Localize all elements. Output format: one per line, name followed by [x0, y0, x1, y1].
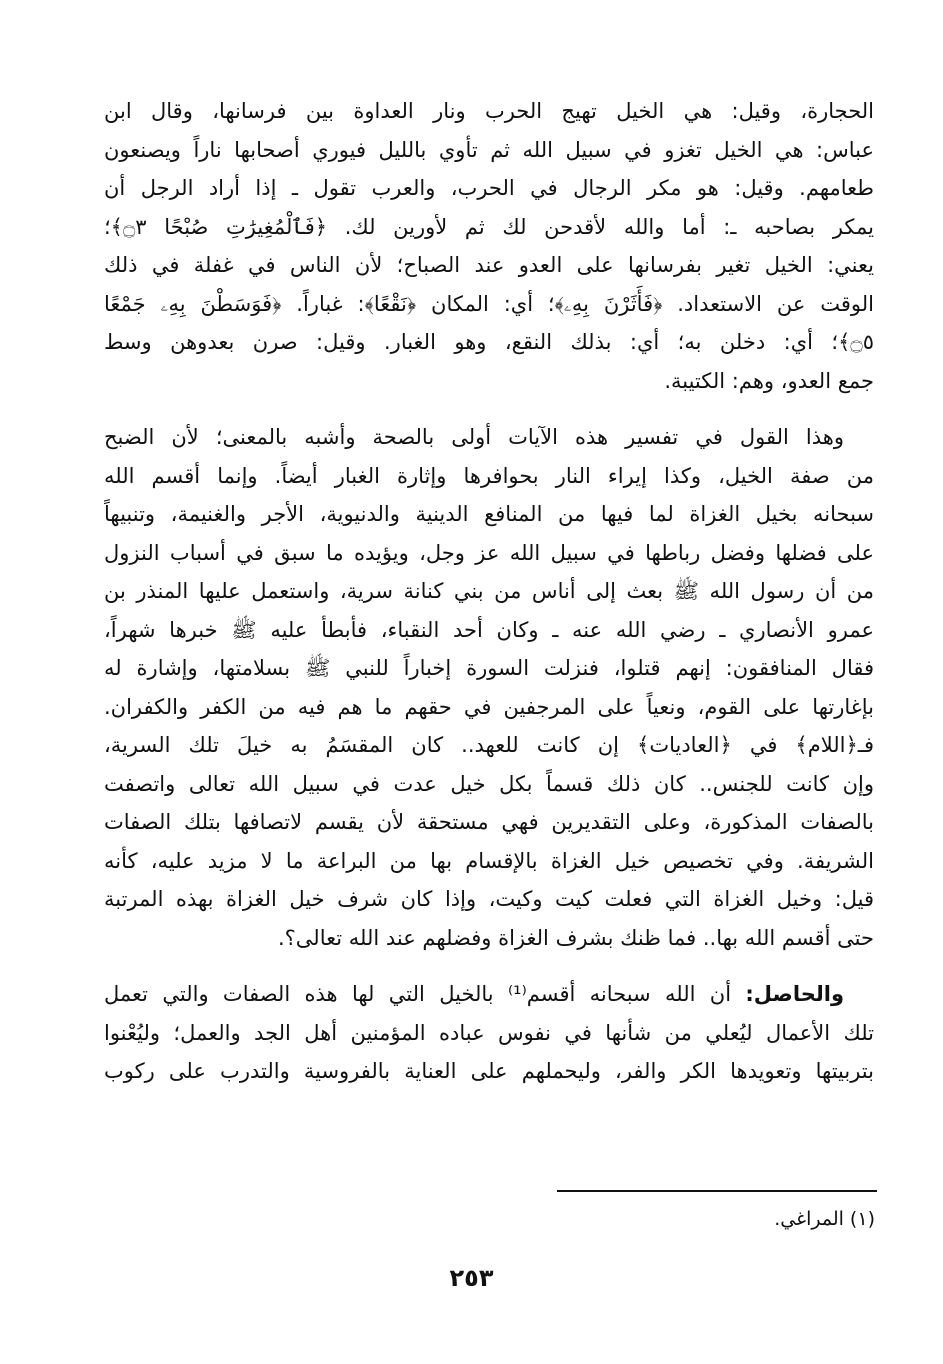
text-line: من أن رسول الله ﷺ بعث إلى أناس من بني كنانة سرية، واستعمل عليها المنذر بن [104, 579, 874, 603]
lead-rest: أن الله سبحانه أقسم⁽¹⁾ بالخيل التي لها هذه الصفات والتي تعمل [104, 982, 746, 1006]
text-line: عباس: هي الخيل تغزو في سبيل الله ثم تأوي بالليل فيوري أصحابها ناراً ويصنعون [104, 137, 874, 162]
text-line: من صفة الخيل، وكذا إيراء النار بحوافرها وإثارة الغبار أيضاً. وإنما أقسم الله [104, 463, 874, 488]
text-line: سبحانه بخيل الغزاة لما فيها من المنافع الدينية والدنيوية، الأجر والغنيمة، وتنبيهاً [104, 502, 874, 526]
text-line [104, 975, 874, 1014]
text-line: حتى أقسم الله بها.. فما ظنك بشرف الغزاة وفضلهم عند الله تعالى؟. [277, 925, 874, 950]
text-line: يعني: الخيل تغير بفرسانها على العدو عند الصباح؛ لأن الناس في غفلة في ذلك [104, 253, 874, 277]
paragraph-2 [104, 418, 874, 957]
paragraph-3 [104, 975, 874, 1091]
text-line: تلك الأعمال ليُعلي من شأنها في نفوس عباده المؤمنين أهل الجد والعمل؛ وليُعْنوا [104, 1020, 874, 1045]
text-line: قيل: وخيل الغزاة التي فعلت كيت وكيت، وإذا كان شرف خيل الغزاة بهذه المرتبة [104, 887, 874, 911]
text-line: وهذا القول في تفسير هذه الآيات أولى بالصحة وأشبه بالمعنى؛ لأن الضبح [104, 425, 844, 449]
text-line: بتربيتها وتعويدها الكر والفر، وليحملهم على العناية بالفروسية والتدرب على ركوب [104, 1059, 874, 1083]
lead-term: والحاصل: [745, 982, 844, 1006]
text-line: الوقت عن الاستعداد. ﴿فَأَثَرْنَ بِهِۦ﴾؛ أي: المكان ﴿نَقْعًا﴾: غباراً. ﴿فَوَسَطْنَ بِهِۦ جَمْعًا [104, 291, 874, 316]
text-line: بإغارتها على القوم، ونعياً على المرجفين في حقهم ما هم فيه من الكفر والكفران. [104, 694, 874, 719]
footnote-divider [557, 1190, 877, 1192]
text-line: الشريفة. وفي تخصيص خيل الغزاة بالإقسام بها من البراعة ما لا مزيد عليه، كأنه [104, 848, 874, 873]
page-body [104, 92, 874, 1091]
text-line: يمكر بصاحبه ـ: أما والله لأقدحن لك ثم لأورين لك. ﴿فَٱلْمُغِيرَٰتِ صُبْحًا ۝٣﴾؛ [104, 214, 874, 239]
text-line: وإن كانت للجنس.. كان ذلك قسماً بكل خيل عدت في سبيل الله تعالى واتصفت [104, 771, 874, 796]
text-line: على فضلها وفضل رباطها في سبيل الله عز وجل، ويؤيده ما سبق في أسباب النزول [104, 540, 874, 565]
page-number: ٢٥٣ [449, 1264, 494, 1292]
text-line: طعامهم. وقيل: هو مكر الرجال في الحرب، والعرب تقول ـ إذا أراد الرجل أن [104, 176, 874, 200]
text-line: جمع العدو، وهم: الكتيبة. [664, 368, 874, 393]
text-line: ۝٥﴾؛ أي: دخلن به؛ أي: بذلك النقع، وهو الغبار. وقيل: صرن بعدوهن وسط [104, 330, 874, 354]
text-line: فقال المنافقون: إنهم قتلوا، فنزلت السورة إخباراً للنبي ﷺ بسلامتها، وإشارة له [104, 656, 874, 680]
text-line: بالصفات المذكورة، وعلى التقديرين فهي مستحقة لأن يقسم لاتصافها بتلك الصفات [104, 810, 874, 834]
paragraph-1 [104, 92, 874, 400]
text-line: عمرو الأنصاري ـ رضي الله عنه ـ وكان أحد النقباء، فأبطأ عليه ﷺ خبرها شهراً، [104, 617, 874, 642]
footnote: (١) المراغي. [774, 1208, 875, 1230]
text-line: فـ﴿اللام﴾ في ﴿العاديات﴾ إن كانت للعهد.. كان المقسَمُ به خيلَ تلك السرية، [104, 733, 874, 757]
text-line: الحجارة، وقيل: هي الخيل تهيج الحرب ونار العداوة بين فرسانها، وقال ابن [104, 99, 874, 123]
